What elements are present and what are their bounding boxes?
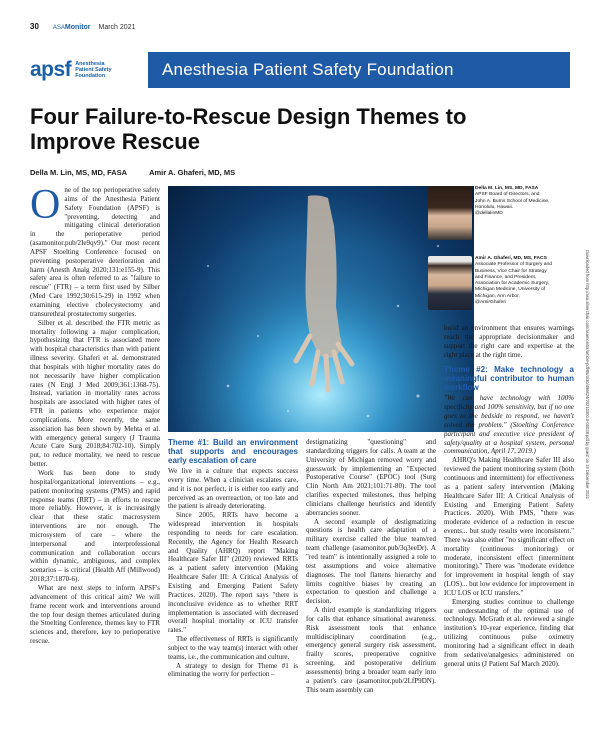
col2-p2: Since 2005, RRTs have become a widespread intervention in hospitals responding to needs for care escalation. Recently, the Agency for Health Research and Quality (AHRQ) report "Making Healthcare Safer III" (2020) reviewed RRTs as a patient safety intervention (Making Healthcare Safer III: A Critical Analysis of Existing and Emerging Patient Safety Practices. 2020). The report says "there is inconclusive evidence as to whether RRT implementation is associated with decreased overall hospital mortality or ICU transfer rates." bbox=[168, 511, 298, 635]
issue-date: March 2021 bbox=[98, 24, 136, 31]
theme-2-heading: Theme #2: Make technology a meaningful contributor to human workflow bbox=[444, 365, 574, 393]
logo-mark: apsf bbox=[30, 58, 72, 81]
column-2 bbox=[168, 438, 298, 718]
banner bbox=[30, 52, 570, 88]
col2-p4: A strategy to design for Theme #1 is eliminating the worry for perfection – bbox=[168, 661, 298, 679]
author-line bbox=[30, 168, 235, 177]
author-2: Amir A. Ghaferi, MD, MS bbox=[149, 168, 236, 177]
column-3 bbox=[306, 438, 436, 718]
article-title: Four Failure-to-Rescue Design Themes to Improve Rescue bbox=[30, 104, 467, 154]
theme-1-heading: Theme #1: Build an environment that supports and encourages early escalation of care bbox=[168, 438, 298, 465]
bio-lin: Della M. Lin, MS, MD, FASA APSF Board of Directors, and John A. Burns School of Medicine, Honolulu, Hawaii. @dellalinMD bbox=[475, 186, 550, 217]
col3-p1: destigmatizing "questioning" and standardizing triggers for calls. A team at the University of Michigan removed worry and guesswork by implementing an "Expected Postoperative Course" (EPOC) tool (Surg Clin North Am 2021;101:71-80). The tool clarifies expected milestones, thus helping clinicians challenge heuristics and identify aberrancies sooner. bbox=[306, 438, 436, 517]
col1-p2: Silber et al. described the FTR metric as mortality following a major complication, hypothesizing that FTR is associated more with hospital characteristics than with patient illness severity. Ghaferi et al. demonstrated that hospitals with higher mortality rates do not necessarily have higher complication rates (N Engl J Med 2009;361:1368-75). Instead, variation in mortality rates across hospitals are associated with higher rates of FTR in patients who experience major complications. More recently, the same association has been shown by Mehta et al. with emergency general surgery (J Trauma Acute Care Surg 2018;84:702-10). Simply put, to reduce mortality, we need to rescue better. bbox=[30, 318, 160, 469]
col4-p4: Emerging studies continue to challenge our understanding of the optimal use of technology. McGrath et al. reviewed a single institution's 10-year experience, finding that utilizing continuous pulse oximetry monitoring had a significant effect in death from sedative/analgesics administered on general units (J Patient Saf March 2020). bbox=[444, 597, 574, 668]
col4-p3: AHRQ's Making Healthcare Safer III also reviewed the patient monitoring system (both continuous and intermittent) for effectiveness as a patient safety intervention (Making Healthcare Safer III: A Critical Analysis of Existing and Emerging Patient Safety Practices. 2020). With PMS, "there was moderate evidence of a reduction in rescue events... but study results were inconsistent." There was also either "no significant effect on mortality (continuous monitoring) or moderate, inconsistent effect (intermittent monitoring)." There was "moderate evidence for improvement in hospital length of stay (LOS)... but low evidence for improvement in ICU LOS or ICU transfers." bbox=[444, 456, 574, 597]
column-1 bbox=[30, 182, 160, 711]
col4-p2: "We can have technology with 100% specificity and 100% sensitivity, but if no one goes to the bedside to respond, we haven't solved the problem." (Stoelting Conference participant and executive vice president of safety/quality at a hospital system, personal communication, April 17, 2019.) bbox=[444, 394, 574, 456]
col2-p3: The effectiveness of RRTs is significantly subject to the way team(s) interact with other teams, i.e., the communication and culture. bbox=[168, 635, 298, 661]
col3-p2: A second example of destigmatizing questions is health care adaptation of a military exercise called the blue team/red team challenge (asamonitor.pub/3q3eeDr). A "red team" is intentionally assigned a role to test assumptions and voice alternative diagnoses. The tool flattens hierarchy and limits cognitive biases by creating an expectation to question and challenge a decision. bbox=[306, 517, 436, 606]
author-photo-ghaferi bbox=[428, 256, 472, 310]
publisher: ASA bbox=[52, 25, 65, 31]
drop-cap: O bbox=[30, 182, 61, 228]
col4-p1: build an environment that ensures warnings reach the appropriate decisionmaker and support the right care and expertise at the right place at the right time. bbox=[444, 324, 574, 359]
page-header bbox=[30, 22, 135, 31]
banner-title: Anesthesia Patient Safety Foundation bbox=[148, 52, 570, 88]
bio-ghaferi: Amir A. Ghaferi, MD, MS, FACS Associate Professor of Surgery and Business, Vice Chair for Strategy and Finance, and President, Association for Academic Surgery, Michigan Medicine, University of Michigan, Ann Arbor. @AmirGhaferi bbox=[475, 256, 552, 306]
col2-p1: We live in a culture that expects success every time. When a clinician escalates care, and it is not perfect, it is either too early and perceived as an overreaction, or too late and the patient is already deteriorating. bbox=[168, 467, 298, 511]
col3-p3: A third example is standardizing triggers for calls that enhance situational awareness. Risk assessment tools that enhance multidisciplinary coordination (e.g., emergency general surgery risk assessment, frailty scores, preoperative cognitive screening, and postoperative delirium assessments) bring a broader team early into a patient's care (asamonitor.pub/2LfP9DN). This team assembly can bbox=[306, 606, 436, 694]
author-1: Della M. Lin, MS, MD, FASA bbox=[30, 168, 128, 177]
apsf-logo bbox=[30, 52, 148, 88]
download-notice: Downloaded from http://asa.silverchair.com/asamonitor/article-pdf/85/3/30/499424/20210300.0-00028.pdf by guest on 19 December 2021 bbox=[585, 250, 590, 499]
publication: Monitor bbox=[64, 24, 91, 31]
column-4 bbox=[444, 324, 574, 724]
author-photo-lin bbox=[428, 186, 472, 240]
col1-p1: ne of the top perioperative safety aims of the Anesthesia Patient Safety Foundation (APSF) is "preventing, detecting and mitigating clinical deterioration in the perioperative period (asamonitor.pub/2Ie9qv9)." Our most recent APSF Stoelting Conference focused on preventing postoperative deterioration and harm (Anesth Analg 2020;131:e155-9). This safety area is often referred to as "failure to rescue" (FTR) – a term first used by Silber (Med Care 1992;30:615-29) in 1992 when examining elective cholecystectomy and transurethral prostatectomy surgeries. bbox=[30, 186, 160, 318]
page-number: 30 bbox=[30, 22, 39, 31]
col1-p3: Work has been done to study hospital/organizational interventions – e.g., patient monitoring systems (PMS) and rapid response teams (RRT) – in efforts to rescue more reliably. However, it is increasingly clear that these static macrosystem interventions are not enough. The microsystem of care – where the interpersonal and interprofessional communication and collaboration occurs within dynamic, ambiguous, and complex scenarios – is critical (Health Aff (Millwood) 2018;37:1870-6). bbox=[30, 469, 160, 584]
col1-p4: What are next steps to inform APSF's advancement of this critical aim? We will frame recent work and interventions around the top four design themes articulated during the Stoelting Conference, themes key to FTR sciences and, therefore, key to perioperative rescue. bbox=[30, 583, 160, 646]
logo-subtitle: Anesthesia Patient Safety Foundation bbox=[75, 60, 112, 80]
